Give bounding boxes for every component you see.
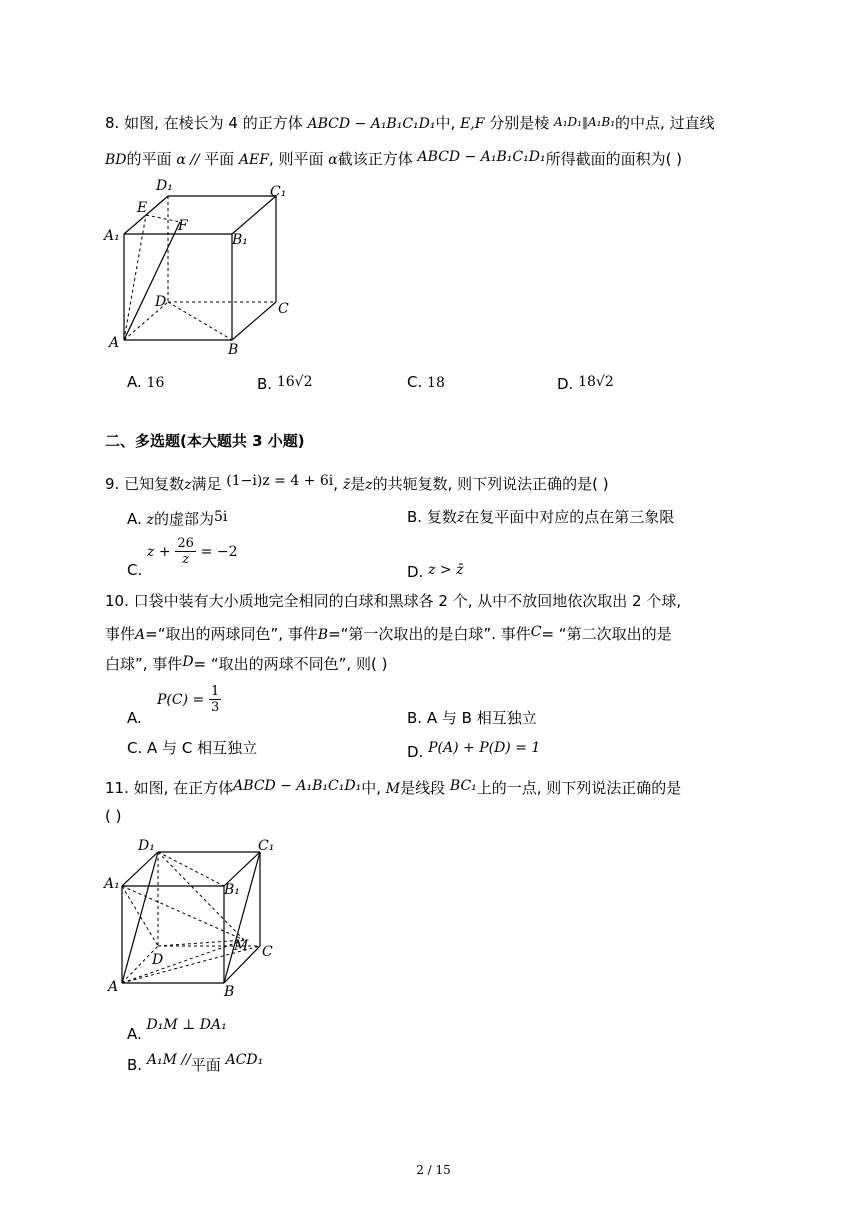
q11-label-A: A xyxy=(108,979,119,995)
q11-label-D1: D₁ xyxy=(138,838,155,854)
q10-option-c: C. A 与 C 相互独立 xyxy=(127,739,258,757)
q8-option-b: B. 16√2 xyxy=(257,374,313,393)
q11-label-B1: B₁ xyxy=(224,882,240,898)
q11-label-C1: C₁ xyxy=(258,838,275,854)
q9-stem: 9. 已知复数z满足 (1−i)z = 4 + 6i, z̄是z的共轭复数, 则下列说法正确的是( ) xyxy=(105,473,609,493)
q8-label-C: C xyxy=(278,301,289,317)
q8-label-C1: C₁ xyxy=(270,184,287,200)
q11-option-b: B. A₁M //平面 ACD₁ xyxy=(127,1052,264,1074)
q8-label-A: A xyxy=(109,335,120,351)
q9-option-b: B. 复数z̄在复平面中对应的点在第三象限 xyxy=(407,508,675,526)
q8-label-B: B xyxy=(228,342,239,358)
q11-stem-line1: 11. 如图, 在正方体ABCD − A₁B₁C₁D₁中, M是线段 BC₁上的一点, 则下列说法正确的是 xyxy=(105,778,682,797)
q10-stem-line3: 白球”, 事件D= “取出的两球不同色”, 则( ) xyxy=(105,654,388,673)
q9-option-a: A. z的虚部为5i xyxy=(127,509,228,528)
q11-stem-line2: ( ) xyxy=(105,807,122,825)
q8-label-A1: A₁ xyxy=(104,228,120,244)
q11-cube-figure xyxy=(100,828,290,1003)
q10-stem-line1: 10. 口袋中装有大小质地完全相同的白球和黑球各 2 个, 从中不放回地依次取出 2 个球, xyxy=(105,592,682,610)
q8-label-E: E xyxy=(137,200,148,216)
q8-label-D1: D₁ xyxy=(156,178,173,194)
q8-cube-figure xyxy=(100,172,300,362)
q11-option-a: A. D₁M ⊥ DA₁ xyxy=(127,1017,227,1043)
q8-option-a: A. 16 xyxy=(127,373,165,391)
q11-label-M: M xyxy=(234,938,249,954)
page-number: 2 / 15 xyxy=(416,1163,451,1177)
q11-label-B: B xyxy=(224,984,235,1000)
q9-option-d: D. z > z̄ xyxy=(407,562,464,581)
q8-stem-line1: 8. 如图, 在棱长为 4 的正方体 ABCD − A₁B₁C₁D₁中, E,F 分别是棱 A₁D₁‖A₁B₁的中点, 过直线 xyxy=(105,114,715,132)
section-heading: 二、多选题(本大题共 3 小题) xyxy=(105,432,305,450)
q8-label-D: D xyxy=(155,294,167,310)
q8-label-B1: B₁ xyxy=(232,232,248,248)
q8-option-c: C. 18 xyxy=(407,373,445,391)
q11-label-C: C xyxy=(262,944,273,960)
q11-label-D: D xyxy=(152,952,164,968)
q8-option-d: D. 18√2 xyxy=(557,374,614,393)
q10-option-b: B. A 与 B 相互独立 xyxy=(407,709,537,727)
q10-option-d: D. P(A) + P(D) = 1 xyxy=(407,740,541,761)
q8-label-F: F xyxy=(178,218,188,234)
q11-label-A1: A₁ xyxy=(104,876,120,892)
q8-stem-line2: BD的平面 α // 平面 AEF, 则平面 α截该正方体 ABCD − A₁B₁C₁D₁所得截面的面积为( ) xyxy=(105,149,683,168)
q10-stem-line2: 事件A=“取出的两球同色”, 事件B=“第一次取出的是白球”. 事件C= “第二次取出的是 xyxy=(105,624,672,643)
